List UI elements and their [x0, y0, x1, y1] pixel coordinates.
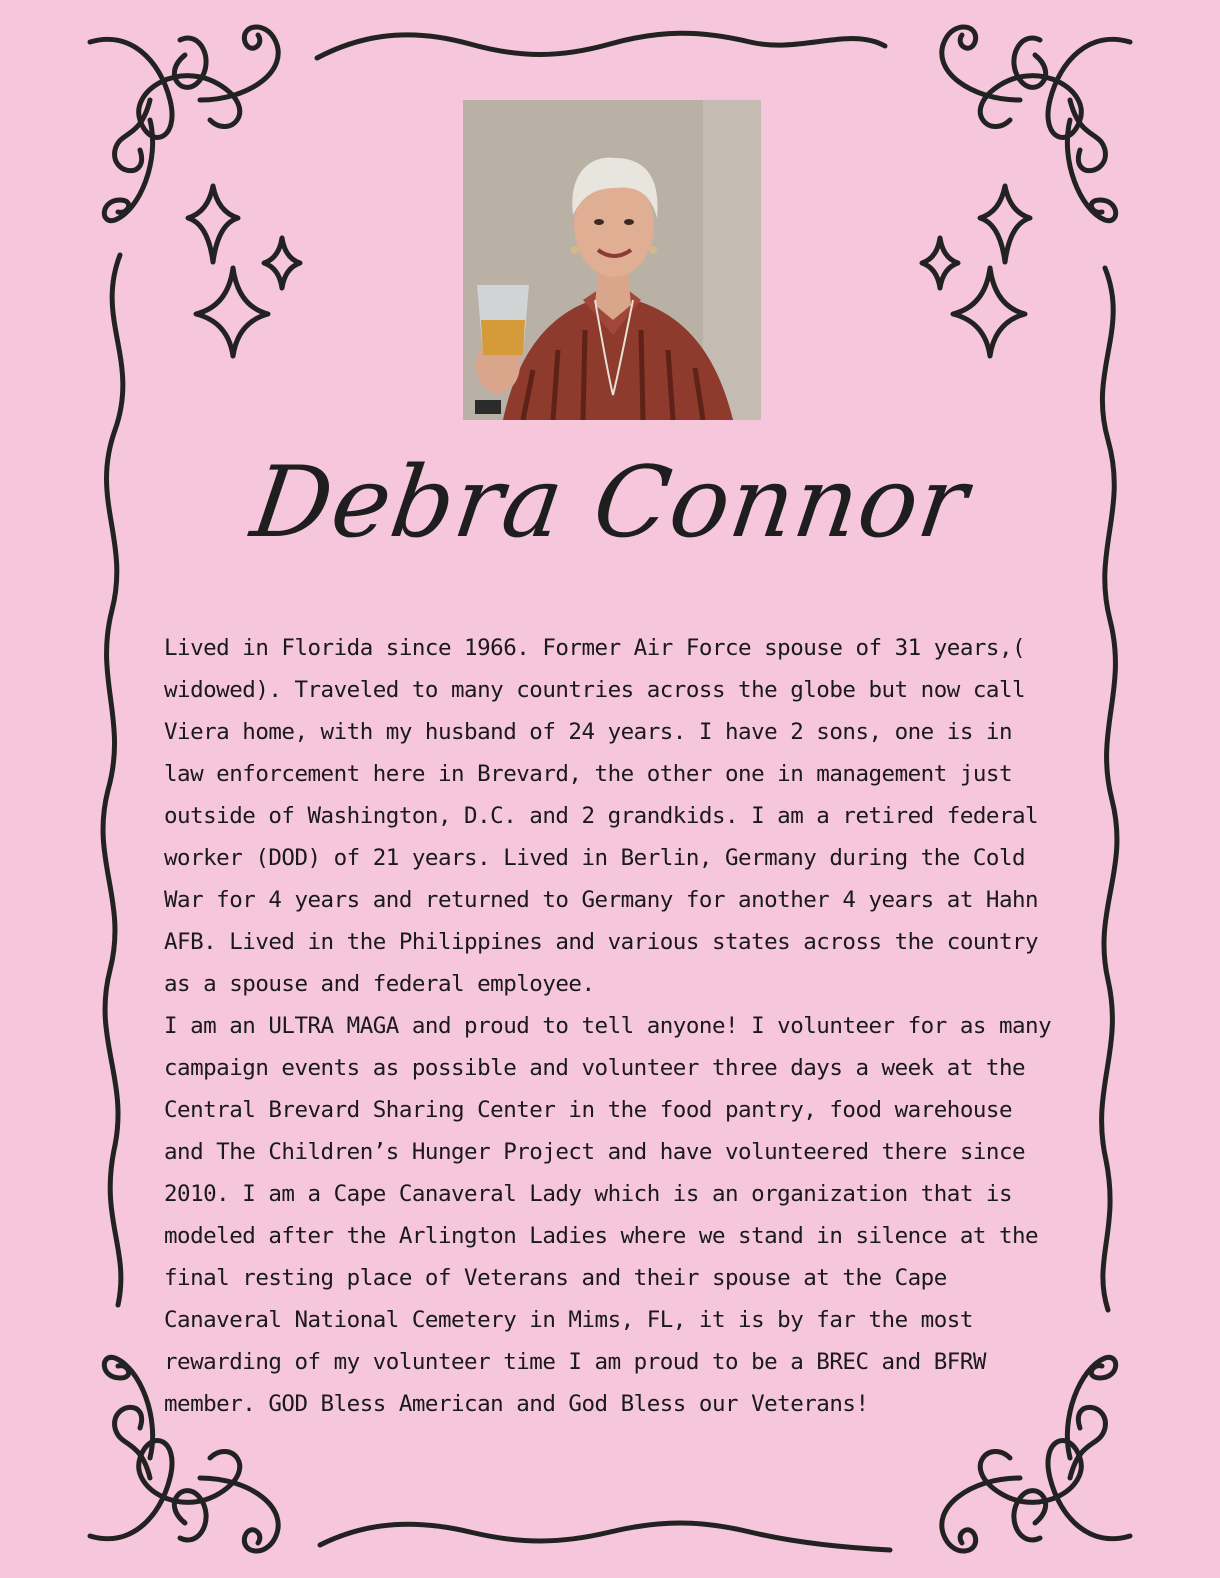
left-wave-border — [103, 255, 123, 1305]
swirl-flourish-top-left — [90, 27, 278, 221]
bottom-wave-border — [320, 1523, 890, 1550]
swirl-flourish-top-right — [942, 27, 1130, 221]
right-wave-border — [1102, 268, 1117, 1310]
sparkle-icon — [188, 186, 238, 262]
bio-paragraph-2: I am an ULTRA MAGA and proud to tell anyone! I volunteer for as many campaign events as possible and volunteer three days a week at the Central Brevard Sharing Center in the food pantry, food warehouse and The Children’s Hunger Project and have volunteered there since 2010. I am a Cape Canaveral Lady which is an organization that is modeled after the Arlington Ladies where we stand in silence at the final resting place of Veterans and their spouse at the Cape Canaveral National Cemetery in Mims, FL, it is by far the most rewarding of my volunteer time I am proud to be a BREC and BFRW member. GOD Bless American and God Bless our Veterans! — [164, 1013, 1052, 1417]
person-name: Debra Connor — [245, 446, 975, 560]
top-wave-border — [317, 33, 885, 58]
sparkle-icon — [953, 268, 1025, 356]
portrait-photo — [463, 100, 761, 420]
sparkle-icon — [980, 186, 1030, 262]
biography — [164, 627, 1094, 1425]
bio-paragraph-1: Lived in Florida since 1966. Former Air Force spouse of 31 years,( widowed). Traveled to many countries across the globe but now call Viera home, with my husband of 24 years. I have 2 sons, one is in law enforcement here in Brevard, the other one in management just outside of Washington, D.C. and 2 grandkids. I am a retired federal worker (DOD) of 21 years. Lived in Berlin, Germany during the Cold War for 4 years and returned to Germany for another 4 years at Hahn AFB. Lived in the Philippines and various states across the country as a spouse and federal employee. — [164, 635, 1039, 997]
sparkle-icon — [264, 238, 300, 288]
sparkle-icon — [922, 238, 958, 288]
sparkle-icon — [196, 268, 268, 356]
